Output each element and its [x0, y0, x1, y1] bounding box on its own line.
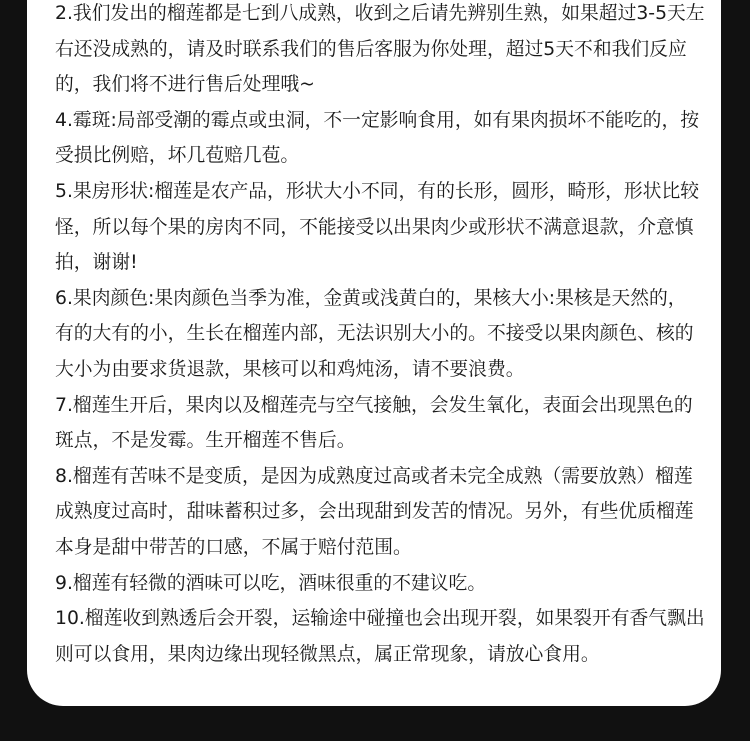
note-item-6: 6.果肉颜色:果肉颜色当季为准，金黄或浅黄白的，果核大小:果核是天然的，有的大有的小，生长在榴莲内部，无法识别大小的。不接受以果肉颜色、核的大小为由要求货退款，果核可以和鸡炖汤，请不要浪费。: [55, 287, 694, 380]
note-item-2: 2.我们发出的榴莲都是七到八成熟，收到之后请先辨别生熟，如果超过3-5天左右还没成熟的，请及时联系我们的售后客服为你处理，超过5天不和我们反应的，我们将不进行售后处理哦~: [55, 3, 705, 96]
after-sales-notes-list: [55, 0, 705, 672]
note-item-8: 8.榴莲有苦味不是变质，是因为成熟度过高或者未完全成熟（需要放熟）榴莲成熟度过高时，甜味蓄积过多，会出现甜到发苦的情况。另外，有些优质榴莲本身是甜中带苦的口感，不属于赔付范围。: [55, 465, 694, 558]
note-item-7: 7.榴莲生开后，果肉以及榴莲壳与空气接触，会发生氧化，表面会出现黑色的斑点，不是发霉。生开榴莲不售后。: [55, 394, 693, 452]
note-item-5: 5.果房形状:榴莲是农产品，形状大小不同，有的长形，圆形，畸形，形状比较怪，所以每个果的房肉不同，不能接受以出果肉少或形状不满意退款，介意慎拍，谢谢!: [55, 180, 700, 274]
note-item-10: 10.榴莲收到熟透后会开裂，运输途中碰撞也会出现开裂，如果裂开有香气飘出则可以食用，果肉边缘出现轻微黑点，属正常现象，请放心食用。: [55, 608, 705, 665]
note-item-9: 9.榴莲有轻微的酒味可以吃，酒味很重的不建议吃。: [55, 572, 487, 594]
note-item-4: 4.霉斑:局部受潮的霉点或虫洞，不一定影响食用，如有果肉损坏不能吃的，按受损比例赔，坏几苞赔几苞。: [55, 109, 700, 167]
